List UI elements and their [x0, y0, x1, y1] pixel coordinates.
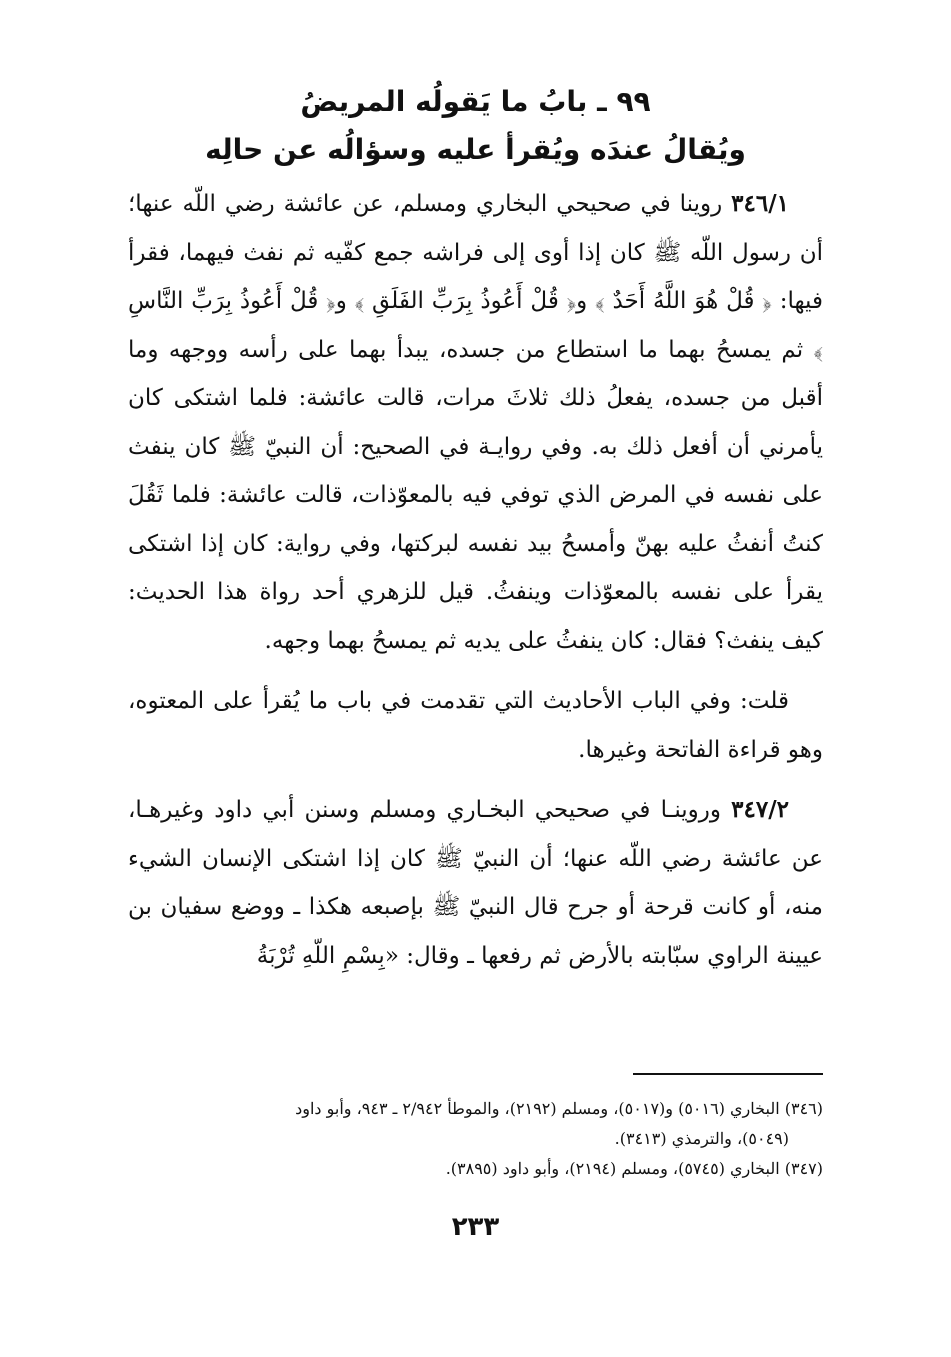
main-text	[128, 180, 823, 980]
note-paragraph	[128, 677, 823, 774]
hadith-paragraph	[128, 786, 823, 980]
footnote-line: (٣٤٧) البخاري (٥٧٤٥)، ومسلم (٢١٩٤)، وأبو داود (٣٨٩٥).	[445, 1159, 823, 1178]
chapter-heading	[130, 78, 821, 174]
footnotes	[128, 1094, 823, 1184]
hadith-number: ٣٤٦/١	[731, 190, 789, 217]
chapter-subtitle: ويُقالُ عندَه ويُقرأ عليه وسؤالُه عن حالِه	[205, 133, 746, 166]
chapter-title: ٩٩ ـ بابُ ما يَقولُه المريضُ	[300, 85, 651, 118]
page-number: ٢٣٣	[451, 1212, 500, 1242]
hadith-paragraph	[128, 180, 823, 665]
hadith-number: ٣٤٧/٢	[731, 796, 789, 823]
footnote-divider	[633, 1073, 823, 1075]
paragraph-text: وروينـا في صحيحي البخـاري ومسلم وسنن أبي داود وغيرهـا، عن عائشة رضي اللّه عنها؛ أن النبيّ ﷺ كان إذا اشتكى الإنسان الشيء منه، أو كانت قرحة أو جرح قال النبيّ ﷺ بإصبعه هكذا ـ ووضع سفيان بن عيينة الراوي سبّابته بالأرض ثم رفعها ـ وقال: «بِسْمِ اللّهِ تُرْبَةُ	[128, 797, 823, 969]
paragraph-text: قلت: وفي الباب الأحاديث التي تقدمت في باب ما يُقرأ على المعتوه، وهو قراءة الفاتحة وغيرها.	[128, 688, 823, 763]
footnote	[128, 1154, 823, 1184]
footnote	[128, 1094, 823, 1154]
paragraph-text: روينا في صحيحي البخاري ومسلم، عن عائشة رضي اللّه عنها؛ أن رسول اللّه ﷺ كان إذا أوى إلى فراشه جمع كفّيه ثم نفث فيهما، فقرأ فيها: ﴿ قُلْ هُوَ اللَّهُ أَحَدٌ ﴾ و﴿ قُلْ أَعُوذُ بِرَبِّ الفَلَقِ ﴾ و﴿ قُلْ أَعُوذُ بِرَبِّ النَّاسِ ﴾ ثم يمسحُ بهما ما استطاع من جسده، يبدأ بهما على رأسه ووجهه وما أقبل من جسده، يفعلُ ذلك ثلاثَ مرات، قالت عائشة: فلما اشتكى كان يأمرني أن أفعل ذلك به. وفي روايـة في الصحيح: أن النبيّ ﷺ كان ينفث على نفسه في المرض الذي توفي فيه بالمعوّذات، قالت عائشة: فلما ثَقُلَ كنتُ أنفثُ عليه بهنّ وأمسحُ بيد نفسه لبركتها، وفي رواية: كان إذا اشتكى يقرأ على نفسه بالمعوّذات وينفثُ. قيل للزهري أحد رواة هذا الحديث: كيف ينفث؟ فقال: كان ينفثُ على يديه ثم يمسحُ بهما وجهه.	[128, 191, 824, 654]
footnote-continuation: (٥٠٤٩)، والترمذي (٣٤١٣).	[614, 1129, 789, 1148]
footnote-line: (٣٤٦) البخاري (٥٠١٦) و(٥٠١٧)، ومسلم (٢١٩٢)، والموطأ ٢/٩٤٢ ـ ٩٤٣، وأبو داود	[295, 1099, 823, 1118]
